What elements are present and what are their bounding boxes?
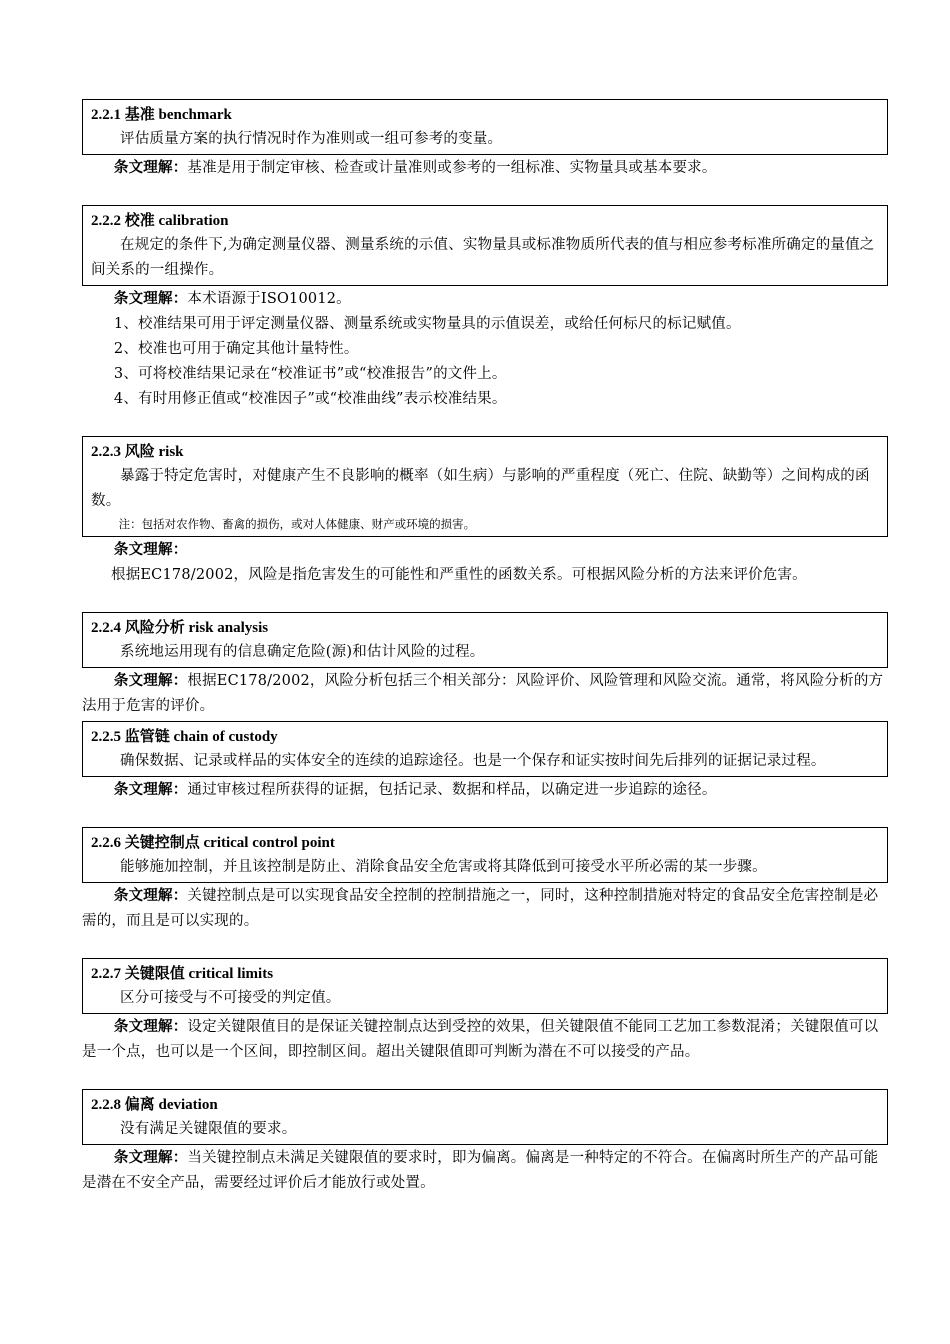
interpretation-label: 条文理解： [113, 887, 188, 904]
interpretation-paragraph [82, 777, 888, 803]
term-box-critical-control-point [82, 827, 888, 883]
term-heading: 2.2.7 关键限值 critical limits [91, 966, 274, 982]
term-heading: 2.2.3 风险 risk [91, 444, 184, 460]
list-item: 2、校准也可用于确定其他计量特性。 [113, 341, 359, 357]
term-definition: 区分可接受与不可接受的判定值。 [120, 990, 341, 1006]
list-item: 3、可将校准结果记录在“校准证书”或“校准报告”的文件上。 [113, 366, 507, 382]
interpretation-text: 设定关键限值目的是保证关键控制点达到受控的效果，但关键限值不能同工艺加工参数混淆；关键限值可以是一个点，也可以是一个区间，即控制区间。超出关键限值即可判断为潜在不可以接受的产品。 [82, 1019, 879, 1060]
term-heading: 2.2.8 偏离 deviation [91, 1097, 218, 1113]
term-heading: 2.2.4 风险分析 risk analysis [91, 620, 269, 636]
term-heading: 2.2.6 关键控制点 critical control point [91, 835, 335, 851]
term-definition: 系统地运用现有的信息确定危险(源)和估计风险的过程。 [120, 644, 485, 660]
term-heading: 2.2.1 基准 benchmark [91, 107, 232, 123]
term-box-risk [82, 436, 888, 537]
interpretation-text: 根据EC178/2002，风险分析包括三个相关部分：风险评价、风险管理和风险交流。通常，将风险分析的方法用于危害的评价。 [82, 673, 884, 714]
document-body [82, 99, 888, 1196]
list-item: 1、校准结果可用于评定测量仪器、测量系统或实物量具的示值误差，或给任何标尺的标记赋值。 [113, 316, 741, 332]
term-heading: 2.2.5 监管链 chain of custody [91, 729, 278, 745]
interpretation-text: 通过审核过程所获得的证据，包括记录、数据和样品，以确定进一步追踪的途径。 [187, 782, 717, 798]
interpretation-paragraph [82, 155, 888, 181]
interpretation-label: 条文理解： [113, 672, 188, 689]
term-note: 注：包括对农作物、畜禽的损伤，或对人体健康、财产或环境的损害。 [118, 517, 476, 531]
term-definition: 能够施加控制，并且该控制是防止、消除食品安全危害或将其降低到可接受水平所必需的某一步骤。 [120, 859, 767, 875]
term-definition: 暴露于特定危害时，对健康产生不良影响的概率（如生病）与影响的严重程度（死亡、住院、缺勤等）之间构成的函数。 [91, 468, 870, 509]
term-heading: 2.2.2 校准 calibration [91, 213, 229, 229]
interpretation-text: 当关键控制点未满足关键限值的要求时，即为偏离。偏离是一种特定的不符合。在偏离时所生产的产品可能是潜在不安全产品，需要经过评价后才能放行或处置。 [82, 1150, 879, 1191]
interpretation-label: 条文理解： [113, 159, 188, 176]
term-box-chain-of-custody [82, 721, 888, 777]
interpretation-paragraph [82, 883, 888, 934]
interpretation-label: 条文理解： [113, 1149, 188, 1166]
interpretation-label: 条文理解： [113, 1018, 188, 1035]
interpretation-text: 基准是用于制定审核、检查或计量准则或参考的一组标准、实物量具或基本要求。 [187, 160, 717, 176]
term-definition: 没有满足关键限值的要求。 [120, 1121, 297, 1137]
term-box-deviation [82, 1089, 888, 1145]
interpretation-paragraph [82, 1014, 888, 1065]
list-item: 4、有时用修正值或“校准因子”或“校准曲线”表示校准结果。 [113, 391, 507, 407]
interpretation-text: 关键控制点是可以实现食品安全控制的控制措施之一，同时，这种控制措施对特定的食品安全危害控制是必需的，而且是可以实现的。 [82, 888, 879, 929]
term-box-risk-analysis [82, 612, 888, 668]
term-definition: 确保数据、记录或样品的实体安全的连续的追踪途径。也是一个保存和证实按时间先后排列的证据记录过程。 [120, 753, 826, 769]
interpretation-label: 条文理解： [113, 290, 188, 307]
term-box-critical-limits [82, 958, 888, 1014]
interpretation-paragraph [82, 286, 888, 312]
interpretation-label: 条文理解： [113, 781, 188, 798]
term-definition: 评估质量方案的执行情况时作为准则或一组可参考的变量。 [120, 131, 503, 147]
interpretation-paragraph [82, 1145, 888, 1196]
interpretation-text: 本术语源于ISO10012。 [187, 291, 351, 307]
interpretation-text: 根据EC178/2002，风险是指危害发生的可能性和严重性的函数关系。可根据风险分析的方法来评价危害。 [111, 567, 807, 583]
term-box-benchmark [82, 99, 888, 155]
interpretation-paragraph [82, 668, 888, 719]
interpretation-label: 条文理解： [113, 541, 188, 558]
term-box-calibration [82, 205, 888, 286]
term-definition: 在规定的条件下,为确定测量仪器、测量系统的示值、实物量具或标准物质所代表的值与相应参考标准所确定的量值之间关系的一组操作。 [91, 237, 875, 278]
interpretation-label-line [82, 537, 888, 563]
